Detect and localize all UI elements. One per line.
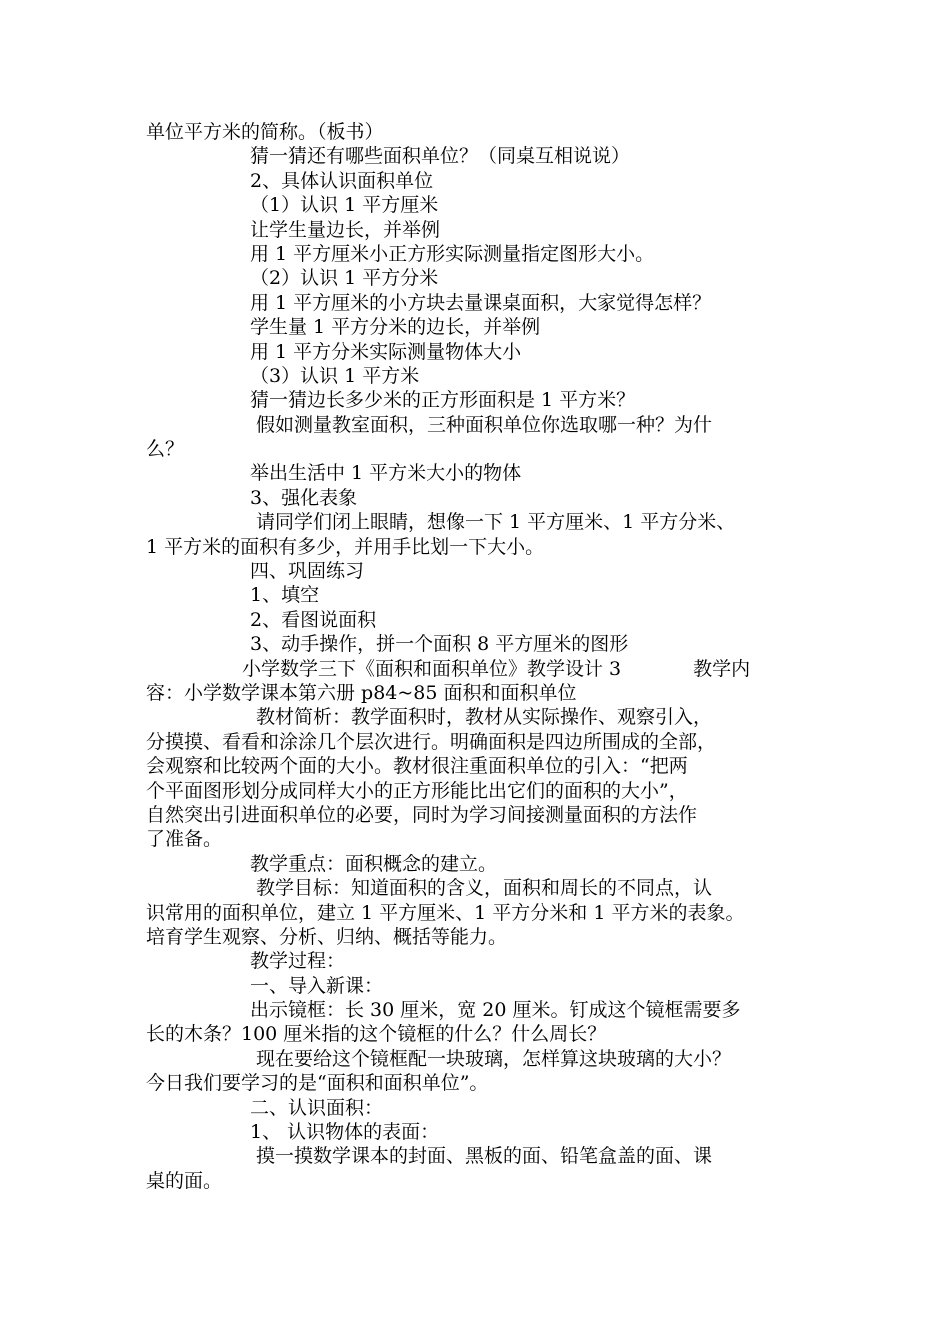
text-line: 了准备。 xyxy=(146,828,223,851)
text-line: 长的木条？100 厘米指的这个镜框的什么？什么周长？ xyxy=(146,1023,607,1046)
text-line: 学生量 1 平方分米的边长，并举例 xyxy=(250,316,541,339)
text-line: 教学重点：面积概念的建立。 xyxy=(250,852,498,875)
text-line: 猜一猜边长多少米的正方形面积是 1 平方米？ xyxy=(250,389,636,412)
text-fragment: 教学内 xyxy=(693,657,751,680)
subsection-heading: （2）认识 1 平方分米 xyxy=(250,267,439,290)
text-line: 教材简析：教学面积时，教材从实际操作、观察引入， xyxy=(256,706,713,729)
text-line: 分摸摸、看看和涂涂几个层次进行。明确面积是四边所围成的全部， xyxy=(146,730,717,753)
text-line: 自然突出引进面积单位的必要，同时为学习间接测量面积的方法作 xyxy=(146,803,698,826)
text-line: 1 平方米的面积有多少，并用手比划一下大小。 xyxy=(146,535,545,558)
text-line: 会观察和比较两个面的大小。教材很注重面积单位的引入：“把两 xyxy=(146,755,688,778)
text-line: 假如测量教室面积，三种面积单位你选取哪一种？为什 xyxy=(256,413,713,436)
text-line: 教学目标：知道面积的含义，面积和周长的不同点，认 xyxy=(256,877,713,900)
text-line: 培育学生观察、分析、归纳、概括等能力。 xyxy=(146,925,508,948)
section-heading: 教学过程： xyxy=(250,950,346,973)
text-line: 出示镜框：长 30 厘米，宽 20 厘米。钉成这个镜框需要多 xyxy=(250,999,741,1022)
section-heading: 一、导入新课： xyxy=(250,974,384,997)
text-line: 摸一摸数学课本的封面、黑板的面、铅笔盒盖的面、课 xyxy=(256,1145,713,1168)
text-line: 容：小学数学课本第六册 p84~85 面积和面积单位 xyxy=(146,681,577,704)
text-line: 3、动手操作，拼一个面积 8 平方厘米的图形 xyxy=(250,633,629,656)
document-page xyxy=(146,120,818,1193)
section-heading: 二、认识面积： xyxy=(250,1096,384,1119)
text-line: 么？ xyxy=(146,438,185,461)
text-line: 桌的面。 xyxy=(146,1169,223,1192)
text-line: 用 1 平方厘米小正方形实际测量指定图形大小。 xyxy=(250,242,655,265)
subsection-heading: 1、 认识物体的表面： xyxy=(250,1121,440,1144)
text-line: 1、填空 xyxy=(250,584,320,607)
text-line: 猜一猜还有哪些面积单位？（同桌互相说说） xyxy=(250,145,631,168)
text-line: 现在要给这个镜框配一块玻璃，怎样算这块玻璃的大小？ xyxy=(256,1047,732,1070)
section-heading: 3、强化表象 xyxy=(250,486,358,509)
text-line: 今日我们要学习的是“面积和面积单位”。 xyxy=(146,1072,489,1095)
section-heading: 四、巩固练习 xyxy=(250,560,365,583)
text-line: 让学生量边长，并举例 xyxy=(250,218,441,241)
text-line: 2、看图说面积 xyxy=(250,608,377,631)
text-line: 举出生活中 1 平方米大小的物体 xyxy=(250,462,522,485)
document-title-line xyxy=(146,657,818,681)
text-line: 用 1 平方分米实际测量物体大小 xyxy=(250,340,522,363)
text-line: 识常用的面积单位，建立 1 平方厘米、1 平方分米和 1 平方米的表象。 xyxy=(146,901,745,924)
text-line: 个平面图形划分成同样大小的正方形能比出它们的面积的大小”， xyxy=(146,779,688,802)
section-heading: 2、具体认识面积单位 xyxy=(250,169,434,192)
text-line: 单位平方米的简称。（板书） xyxy=(146,121,384,143)
subsection-heading: （3）认识 1 平方米 xyxy=(250,364,420,387)
text-line: 用 1 平方厘米的小方块去量课桌面积，大家觉得怎样？ xyxy=(250,291,712,314)
document-title: 小学数学三下《面积和面积单位》教学设计 3 xyxy=(242,657,622,680)
subsection-heading: （1）认识 1 平方厘米 xyxy=(250,194,439,217)
text-line: 请同学们闭上眼睛，想像一下 1 平方厘米、1 平方分米、 xyxy=(256,511,736,534)
